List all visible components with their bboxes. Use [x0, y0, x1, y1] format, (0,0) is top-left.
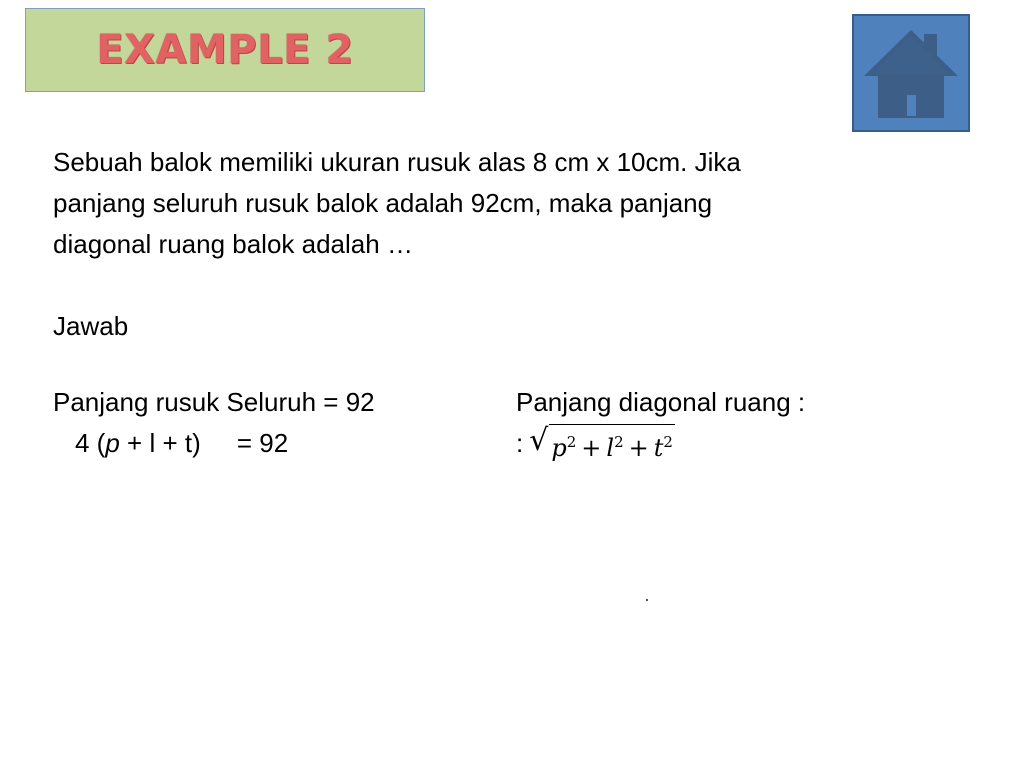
- answer-label: Jawab: [53, 311, 129, 341]
- formula-line: [516, 423, 805, 464]
- var-t: t: [653, 434, 664, 462]
- problem-line-3: diagonal ruang balok adalah …: [53, 229, 413, 259]
- equation-var-p: p: [105, 428, 120, 458]
- problem-statement: [53, 142, 741, 265]
- total-edge-line: Panjang rusuk Seluruh = 92: [53, 387, 375, 417]
- home-button[interactable]: [852, 14, 970, 132]
- plus-2: +: [628, 434, 649, 462]
- left-work: [53, 382, 375, 464]
- formula-prefix: :: [516, 428, 524, 458]
- diagonal-label: Panjang diagonal ruang :: [516, 387, 806, 417]
- radicand: [549, 424, 675, 463]
- slide-title: EXAMPLE 2: [96, 27, 354, 73]
- plus-1: +: [581, 434, 602, 462]
- exp-t: 2: [663, 433, 673, 451]
- exp-p: 2: [566, 433, 577, 451]
- var-p: p: [551, 434, 567, 462]
- problem-line-1: Sebuah balok memiliki ukuran rusuk alas 8 cm x 10cm. Jika: [53, 147, 741, 177]
- var-l: l: [606, 434, 615, 462]
- stray-dot: [646, 599, 648, 601]
- right-work: [516, 382, 805, 464]
- problem-line-2: panjang seluruh rusuk balok adalah 92cm, maka panjang: [53, 188, 713, 218]
- equation-prefix: 4 (: [75, 428, 106, 458]
- sqrt-symbol: √: [529, 423, 549, 458]
- exp-l: 2: [614, 433, 624, 451]
- home-icon: [854, 16, 968, 130]
- equation-line: [53, 423, 375, 464]
- equation-suffix: + l + t) = 92: [119, 428, 289, 458]
- title-banner: [25, 8, 425, 92]
- diagonal-formula: [529, 424, 675, 463]
